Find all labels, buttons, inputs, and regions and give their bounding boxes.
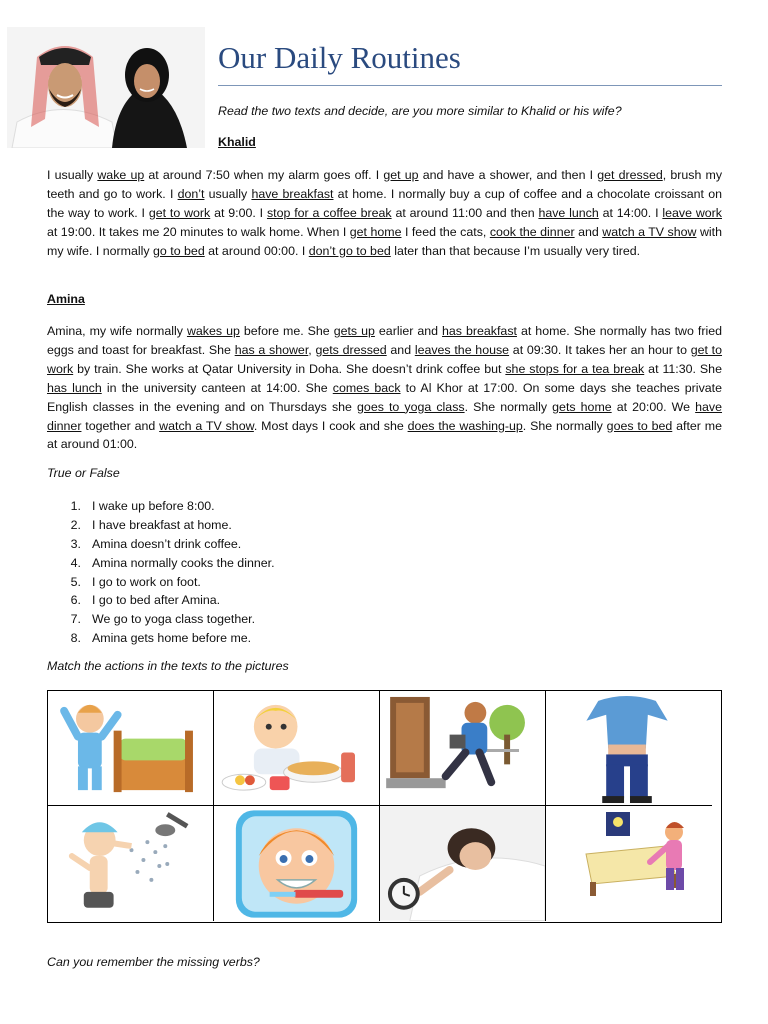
picture-grid — [47, 690, 722, 923]
item-number: 4. — [70, 555, 81, 570]
text-run: at 19:00. It takes me 20 minutes to walk home. When I — [47, 224, 350, 239]
text-run: earlier and — [374, 324, 443, 338]
boy-waking-up-stretching-picture — [48, 691, 213, 805]
picture-cell — [48, 691, 214, 806]
underlined-phrase: has a shower — [234, 342, 309, 357]
couple-photo — [7, 27, 205, 148]
item-number: 5. — [70, 574, 81, 589]
item-text: I go to work on foot. — [92, 574, 201, 589]
underlined-phrase: goes to yoga class — [357, 399, 465, 414]
text-run: at 9:00. I — [210, 205, 267, 220]
text-run: . Most days I cook and she — [253, 418, 408, 433]
list-item — [47, 591, 275, 610]
text-run: and — [574, 224, 603, 239]
text-run: with my wife. I normally — [47, 224, 722, 258]
text-run: usually — [204, 186, 252, 201]
text-run: at around 00:00. I — [204, 243, 309, 258]
underlined-phrase: wake up — [97, 168, 145, 182]
list-item — [47, 554, 275, 573]
underlined-phrase: get home — [349, 224, 402, 239]
underlined-phrase: get dressed — [597, 168, 663, 182]
man-leaving-house-picture — [380, 691, 545, 805]
item-number: 8. — [70, 631, 81, 646]
underlined-phrase: gets home — [552, 399, 612, 414]
item-number: 1. — [70, 499, 81, 513]
picture-cell — [380, 806, 546, 921]
picture-cell — [380, 691, 546, 806]
text-run: at around 7:50 when my alarm goes off. I — [144, 168, 384, 182]
match-heading: Match the actions in the texts to the pictures — [47, 659, 289, 673]
text-run: at home. I normally buy a cup of coffee and a chocolate croissant on the way to work. I — [47, 186, 722, 220]
list-item — [47, 573, 275, 592]
text-run: and have a shower, and then I — [418, 168, 598, 182]
item-text: I have breakfast at home. — [92, 517, 232, 532]
text-run: after me at around 01:00. — [47, 418, 722, 452]
underlined-phrase: has lunch — [47, 380, 102, 395]
text-run: together and — [81, 418, 160, 433]
khalid-paragraph — [47, 166, 722, 261]
page-title: Our Daily Routines — [218, 40, 461, 75]
text-run: by train. She works at Qatar University in Doha. She doesn’t drink coffee but — [73, 361, 506, 376]
text-run: before me. She — [239, 324, 334, 338]
underlined-phrase: cook the dinner — [489, 224, 575, 239]
khalid-heading: Khalid — [218, 135, 256, 149]
list-item — [47, 516, 275, 535]
list-item — [47, 629, 275, 648]
item-text: Amina doesn’t drink coffee. — [92, 536, 242, 551]
text-run: at 11:30. She — [644, 361, 722, 376]
item-text: I go to bed after Amina. — [92, 593, 221, 608]
underlined-phrase: watch a TV show — [602, 224, 697, 239]
text-run: at 14:00. I — [598, 205, 663, 220]
item-number: 3. — [70, 536, 81, 551]
text-run: at 09:30. It takes her an hour to — [509, 342, 691, 357]
list-item — [47, 535, 275, 554]
underlined-phrase: gets dressed — [315, 342, 387, 357]
picture-cell — [48, 806, 214, 921]
text-run: in the university canteen at 14:00. She — [101, 380, 333, 395]
item-number: 2. — [70, 517, 81, 532]
boy-eating-breakfast-picture — [214, 691, 379, 805]
list-item — [47, 610, 275, 629]
item-number: 6. — [70, 593, 81, 608]
underlined-phrase: goes to bed — [606, 418, 673, 433]
item-text: Amina gets home before me. — [92, 631, 252, 646]
underlined-phrase: have lunch — [538, 205, 599, 220]
picture-cell — [546, 806, 712, 921]
text-run: at around 11:00 and then — [391, 205, 539, 220]
text-run: I usually — [47, 168, 98, 182]
remember-heading: Can you remember the missing verbs? — [47, 955, 260, 969]
item-text: Amina normally cooks the dinner. — [92, 555, 275, 570]
underlined-phrase: have breakfast — [251, 186, 334, 201]
underlined-phrase: go to bed — [153, 243, 205, 258]
boy-brushing-teeth-picture — [214, 806, 379, 921]
picture-cell — [214, 806, 380, 921]
text-run: , — [308, 342, 316, 357]
underlined-phrase: don’t go to bed — [308, 243, 391, 258]
text-run: later than that because I’m usually very tired. — [390, 243, 641, 258]
underlined-phrase: she stops for a tea break — [505, 361, 645, 376]
underlined-phrase: get to work — [47, 342, 723, 376]
title-underline-rule — [218, 85, 722, 86]
text-run: . She normally — [464, 399, 553, 414]
text-run: , brush my teeth and go to work. I — [47, 168, 723, 201]
text-run: . She normally — [522, 418, 607, 433]
underlined-phrase: watch a TV show — [159, 418, 254, 433]
underlined-phrase: have dinner — [47, 399, 723, 433]
amina-heading: Amina — [47, 292, 85, 306]
underlined-phrase: stop for a coffee break — [266, 205, 392, 220]
item-number: 7. — [70, 612, 81, 627]
picture-cell — [214, 691, 380, 806]
underlined-phrase: leaves the house — [414, 342, 510, 357]
underlined-phrase: leave work — [662, 205, 722, 220]
item-text: We go to yoga class together. — [92, 612, 256, 627]
amina-paragraph — [47, 322, 722, 454]
text-run: at 20:00. We — [611, 399, 696, 414]
couple-photo-illustration — [7, 27, 205, 148]
underlined-phrase: wakes up — [186, 324, 240, 338]
underlined-phrase: get up — [383, 168, 419, 182]
woman-alarm-clock-picture — [380, 806, 545, 921]
true-false-heading: True or False — [47, 466, 120, 480]
underlined-phrase: don’t — [177, 186, 205, 201]
reading-instruction: Read the two texts and decide, are you more similar to Khalid or his wife? — [218, 104, 622, 118]
text-run: to Al Khor at 17:00. On some days she teaches private English classes in the evening and on Thursdays she — [47, 380, 722, 414]
underlined-phrase: get to work — [148, 205, 211, 220]
underlined-phrase: does the washing-up — [407, 418, 523, 433]
text-run: and — [386, 342, 415, 357]
man-having-shower-picture — [48, 806, 213, 921]
woman-making-bed-picture — [546, 806, 712, 921]
list-item — [47, 497, 275, 516]
underlined-phrase: has breakfast — [442, 324, 517, 338]
item-text: I wake up before 8:00. — [92, 499, 215, 513]
true-false-list — [47, 497, 275, 648]
text-run: at home. She normally has two fried eggs and toast for breakfast. She — [47, 324, 722, 357]
picture-cell — [546, 691, 712, 806]
boy-getting-dressed-picture — [546, 691, 712, 805]
text-run: Amina, my wife normally — [47, 324, 187, 338]
text-run: I feed the cats, — [401, 224, 490, 239]
underlined-phrase: comes back — [332, 380, 401, 395]
underlined-phrase: gets up — [333, 324, 375, 338]
